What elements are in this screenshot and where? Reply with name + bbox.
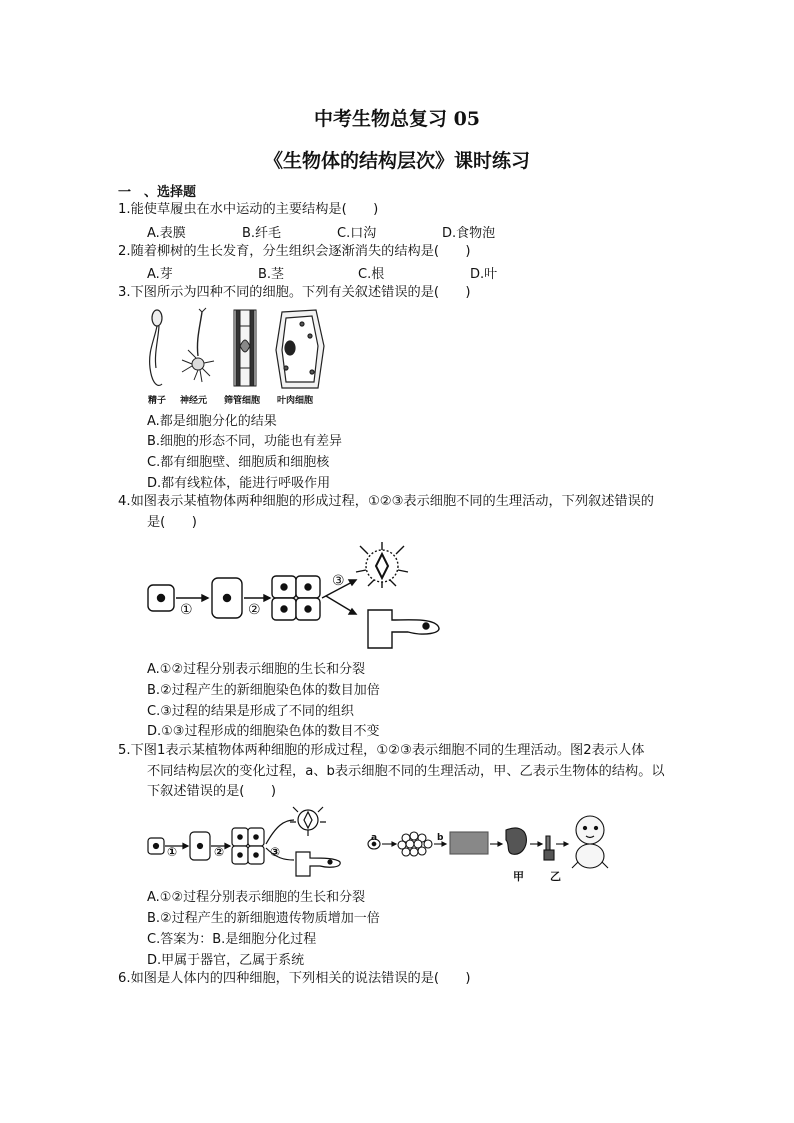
structure-label-jia: 甲 — [513, 870, 524, 883]
question-stem-cont: 下叙述错误的是( ) — [147, 784, 276, 799]
option-c: C.都有细胞壁、细胞质和细胞核 — [147, 455, 330, 470]
page-subtitle: 《生物体的结构层次》课时练习 — [263, 150, 530, 172]
option-d: D.叶 — [470, 267, 498, 282]
option-c: C.③过程的结果是形成了不同的组织 — [147, 704, 354, 719]
process-label-b: b — [437, 833, 444, 843]
option-b: B.茎 — [258, 267, 285, 282]
step-label-1: ① — [167, 845, 178, 859]
question-stem: 6.如图是人体内的四种细胞，下列相关的说法错误的是( ) — [118, 971, 471, 986]
question-stem: 1.能使草履虫在水中运动的主要结构是( ) — [118, 202, 379, 217]
question-stem: 2.随着柳树的生长发育，分生组织会逐渐消失的结构是( ) — [118, 244, 471, 259]
structure-label-yi: 乙 — [550, 870, 561, 883]
cell-division-figure — [146, 540, 456, 655]
sieve-tube-illustration — [234, 310, 256, 386]
figure-label: 筛管细胞 — [224, 396, 261, 406]
option-b: B.纤毛 — [242, 226, 282, 241]
option-c: C.根 — [358, 267, 385, 282]
option-c: C.口沟 — [337, 226, 377, 241]
question-stem-cont: 是( ) — [147, 515, 197, 530]
question-stem-cont: 不同结构层次的变化过程，a、b表示细胞不同的生理活动，甲、乙表示生物体的结构。以 — [147, 764, 665, 779]
option-b: B.②过程产生的新细胞染色体的数目加倍 — [147, 683, 380, 698]
option-d: D.食物泡 — [442, 226, 496, 241]
four-cells-figure — [140, 306, 340, 406]
option-c: C.答案为：B.是细胞分化过程 — [147, 932, 317, 947]
section-heading: 一 、选择题 — [118, 185, 197, 200]
process-label-a: a — [371, 833, 378, 843]
plant-cell-figure — [146, 806, 356, 878]
step-label-3: ③ — [332, 573, 345, 589]
mesophyll-cell-illustration — [276, 310, 324, 388]
figure-label: 精子 — [148, 396, 167, 406]
figure-label: 叶肉细胞 — [277, 396, 314, 406]
sperm-cell-illustration — [150, 310, 162, 385]
option-b: B.细胞的形态不同，功能也有差异 — [147, 434, 343, 449]
option-a: A.①②过程分别表示细胞的生长和分裂 — [147, 662, 366, 677]
question-stem: 5.下图1表示某植物体两种细胞的形成过程，①②③表示细胞不同的生理活动。图2表示人体 — [118, 743, 645, 758]
step-label-2: ② — [214, 845, 225, 859]
option-a: A.①②过程分别表示细胞的生长和分裂 — [147, 890, 366, 905]
step-label-2: ② — [248, 602, 261, 618]
question-stem: 4.如图表示某植物体两种细胞的形成过程，①②③表示细胞不同的生理活动，下列叙述错误的 — [118, 494, 654, 509]
option-d: D.甲属于器官，乙属于系统 — [147, 953, 305, 968]
option-a: A.芽 — [147, 267, 173, 282]
cell-cluster — [398, 832, 432, 856]
option-d: D.①③过程形成的细胞染色体的数目不变 — [147, 724, 380, 739]
option-a: A.表膜 — [147, 226, 186, 241]
neuron-illustration — [182, 308, 214, 382]
option-d: D.都有线粒体，能进行呼吸作用 — [147, 476, 331, 491]
figure-label: 神经元 — [180, 396, 208, 406]
question-stem: 3.下图所示为四种不同的细胞。下列有关叙述错误的是( ) — [118, 285, 471, 300]
page-title: 中考生物总复习 05 — [313, 108, 481, 130]
option-b: B.②过程产生的新细胞遗传物质增加一倍 — [147, 911, 380, 926]
human-structure-figure — [366, 812, 622, 872]
step-label-3: ③ — [270, 845, 281, 859]
option-a: A.都是细胞分化的结果 — [147, 414, 277, 429]
step-label-1: ① — [180, 602, 193, 618]
